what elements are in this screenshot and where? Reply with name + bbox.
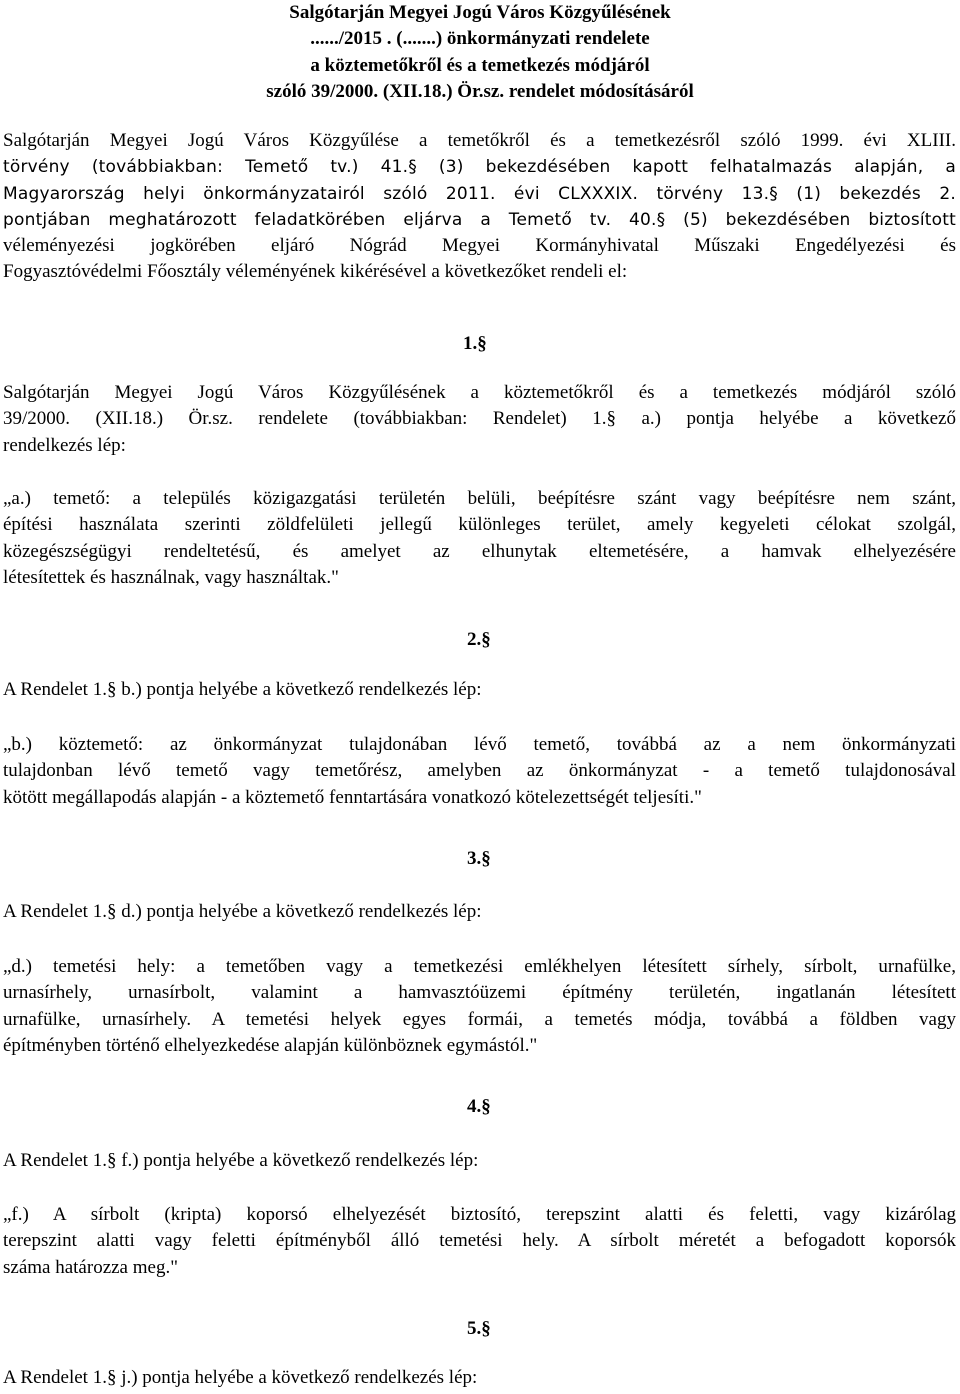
text-line: „a.) temető: a település közigazgatási területén belüli, beépítésre szánt vagy beépítésre nem szánt, [3,488,956,509]
text-line: építményben történő elhelyezkedése alapján különböznek egymástól." [3,1034,538,1056]
title-line-3: a köztemetőkről és a temetkezés módjáról [310,54,650,76]
intro-line: A Rendelet 1.§ b.) pontja helyébe a következő rendelkezés lép: [3,679,482,700]
preamble-line: Fogyasztóvédelmi Főosztály véleményének kikérésével a következőket rendeli el: [3,261,628,283]
text-line: közegészségügyi rendeltetésű, és amelyet az elhunytak eltemetésére, a hamvak elhelyezésére [3,540,956,562]
preamble-line: véleményezési jogkörében eljáró Nógrád Megyei Kormányhivatal Műszaki Engedélyezési és [3,235,956,257]
section-1-intro [3,380,956,459]
section-3-text [3,954,956,1059]
section-1-text [3,486,956,591]
title-line-1: Salgótarján Megyei Jogú Város Közgyűlésének [289,2,671,23]
text-line: száma határozza meg." [3,1256,178,1278]
section-5-intro [3,1365,956,1391]
section-3-intro [3,899,956,925]
preamble-line: törvény (továbbiakban: Temető tv.) 41.§ (3) bekezdésében kapott felhatalmazás alapján, a [3,157,956,178]
text-line: létesítettek és használnak, vagy használtak." [3,566,339,588]
preamble-line: pontjában meghatározott feladatkörében eljárva a Temető tv. 40.§ (5) bekezdésében biztosított [3,209,956,230]
intro-line: 39/2000. (XII.18.) Ör.sz. rendelete (továbbiakban: Rendelet) 1.§ a.) pontja helyébe a következő [3,408,956,430]
title-line-2: ....../2015 . (.......) önkormányzati rendelete [310,28,650,50]
section-4-text [3,1202,956,1281]
text-line: „f.) A sírbolt (kripta) koporsó elhelyezését biztosító, terepszint alatti és feletti, vagy kizárólag [3,1204,956,1225]
text-line: kötött megállapodás alapján - a köztemető fenntartására vonatkozó kötelezettségét teljesíti." [3,786,702,808]
intro-line: A Rendelet 1.§ f.) pontja helyébe a következő rendelkezés lép: [3,1150,479,1171]
text-line: tulajdonban lévő temető vagy temetőrész, amelyben az önkormányzat - a temető tulajdonosával [3,760,956,782]
text-line: urnasírhely, urnasírbolt, valamint a hamvasztóüzemi építmény területén, ingatlanán létesített [3,982,956,1004]
preamble-line: Salgótarján Megyei Jogú Város Közgyűlése a temetőkről és a temetkezésről szóló 1999. évi XLIII. [3,130,956,151]
text-line: „d.) temetési hely: a temetőben vagy a temetkezési emlékhelyen létesített sírhely, sírbolt, urnafülke, [3,956,956,977]
preamble-line: Magyarország helyi önkormányzatairól szóló 2011. évi CLXXXIX. törvény 13.§ (1) bekezdés 2. [3,183,956,204]
section-2-number: 2.§ [467,629,491,650]
section-3-number: 3.§ [467,848,491,869]
section-4-intro [3,1148,956,1174]
text-line: építési használata szerinti zöldfelületi jellegű különleges terület, amely kegyeleti célokat szolgál, [3,514,956,536]
text-line: „b.) köztemető: az önkormányzat tulajdonában lévő temető, továbbá az a nem önkormányzati [3,734,956,755]
preamble-paragraph [3,128,956,286]
intro-line: A Rendelet 1.§ d.) pontja helyébe a következő rendelkezés lép: [3,901,482,922]
section-1-number: 1.§ [463,333,487,354]
section-5-number: 5.§ [467,1318,491,1339]
intro-line: A Rendelet 1.§ j.) pontja helyébe a következő rendelkezés lép: [3,1367,478,1388]
section-2-intro [3,677,956,703]
section-2-text [3,732,956,811]
text-line: terepszint alatti vagy feletti építményből álló temetési hely. A sírbolt méretét a befogadott koporsók [3,1230,956,1252]
text-line: urnafülke, urnasírhely. A temetési helyek egyes formái, a temetés módja, továbbá a földben vagy [3,1008,956,1030]
section-4-number: 4.§ [467,1096,491,1117]
intro-line: rendelkezés lép: [3,434,126,456]
intro-line: Salgótarján Megyei Jogú Város Közgyűlésének a köztemetőkről és a temetkezés módjáról szóló [3,382,956,403]
document-title [100,0,860,105]
title-line-4: szóló 39/2000. (XII.18.) Ör.sz. rendelet módosításáról [266,80,694,102]
